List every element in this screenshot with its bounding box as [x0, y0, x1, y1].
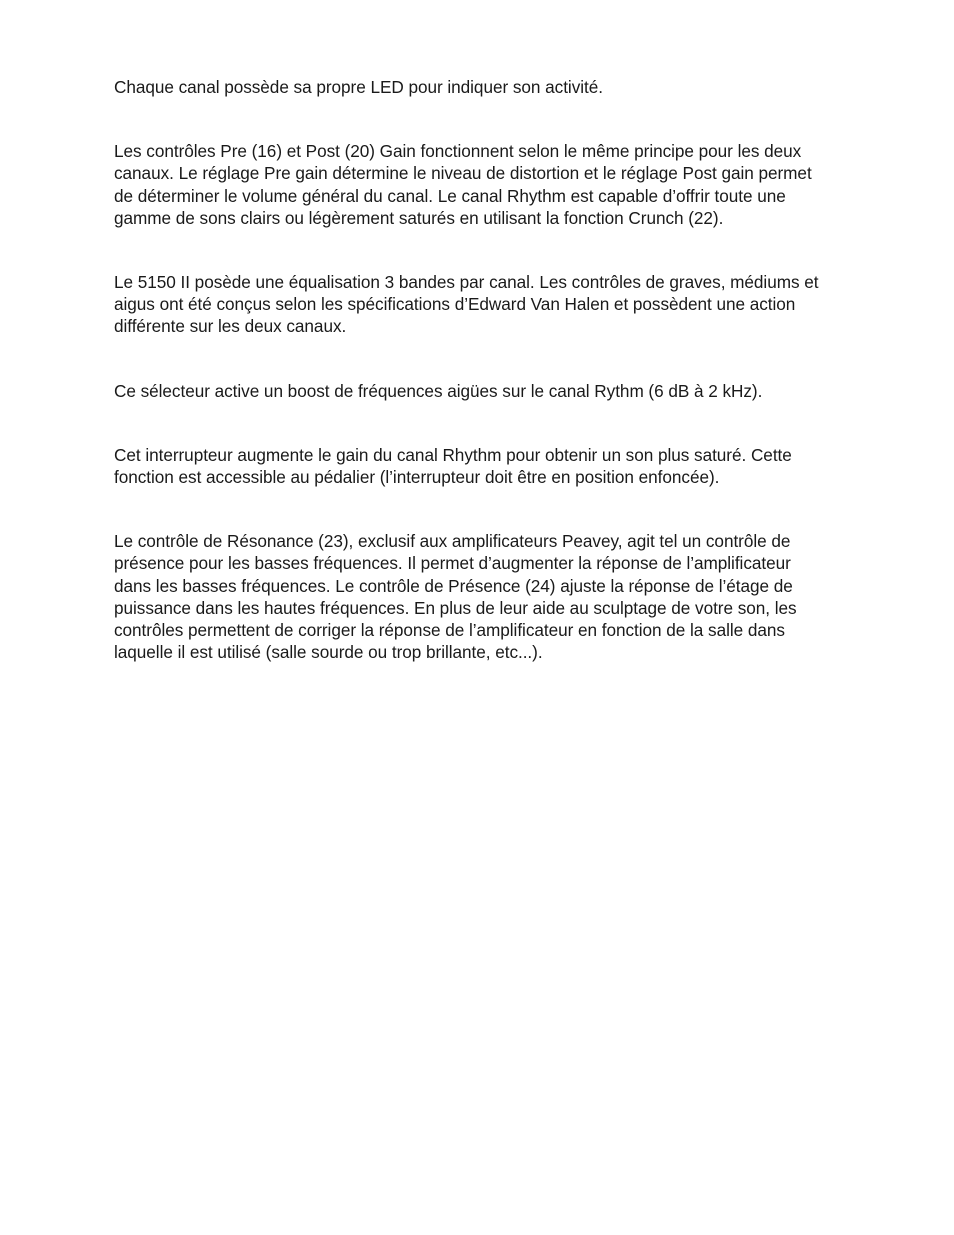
text-line: puissance dans les hautes fréquences. En plus de leur aide au sculptage de votre son, les: [114, 597, 797, 618]
text-line: laquelle il est utilisé (salle sourde ou trop brillante, etc...).: [114, 642, 543, 663]
text-line: gamme de sons clairs ou légèrement saturés en utilisant la fonction Crunch (22).: [114, 207, 724, 228]
paragraph-pre-post-gain: [114, 140, 914, 229]
text-line: contrôles permettent de corriger la réponse de l’amplificateur en fonction de la salle dans: [114, 620, 785, 641]
paragraph-resonance-presence: [114, 530, 914, 663]
paragraph-crunch-switch: [114, 444, 914, 488]
text-line: canaux. Le réglage Pre gain détermine le niveau de distortion et le réglage Post gain permet: [114, 163, 812, 184]
paragraph-channel-led: [114, 76, 914, 98]
text-line: Le 5150 II posède une équalisation 3 bandes par canal. Les contrôles de graves, médiums et: [114, 272, 819, 293]
text-line: fonction est accessible au pédalier (l’interrupteur doit être en position enfoncée).: [114, 467, 720, 488]
document-page: [114, 76, 914, 705]
text-line: de déterminer le volume général du canal. Le canal Rhythm est capable d’offrir toute une: [114, 185, 786, 206]
text-line: Chaque canal possède sa propre LED pour indiquer son activité.: [114, 77, 603, 97]
text-line: Les contrôles Pre (16) et Post (20) Gain fonctionnent selon le même principe pour les deux: [114, 141, 802, 162]
text-line: Ce sélecteur active un boost de fréquences aigües sur le canal Rythm (6 dB à 2 kHz).: [114, 380, 763, 401]
paragraph-equalisation: [114, 271, 914, 338]
paragraph-treble-boost: [114, 380, 914, 402]
text-line: Le contrôle de Résonance (23), exclusif aux amplificateurs Peavey, agit tel un contrôle de: [114, 531, 791, 552]
text-line: dans les basses fréquences. Le contrôle de Présence (24) ajuste la réponse de l’étage de: [114, 575, 793, 596]
text-line: différente sur les deux canaux.: [114, 316, 347, 337]
text-line: présence pour les basses fréquences. Il permet d’augmenter la réponse de l’amplificateur: [114, 553, 791, 574]
text-line: Cet interrupteur augmente le gain du canal Rhythm pour obtenir un son plus saturé. Cette: [114, 444, 792, 465]
text-line: aigus ont été conçus selon les spécifications d’Edward Van Halen et possèdent une action: [114, 294, 796, 315]
